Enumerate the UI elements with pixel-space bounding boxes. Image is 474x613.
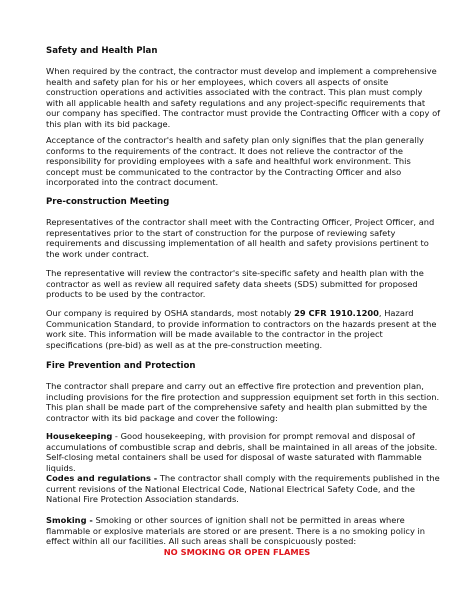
paragraph-housekeeping [46, 431, 441, 473]
paragraph-meeting-representatives: Representatives of the contractor shall meet with the Contracting Officer, Project Officer, and representatives prior to the start of construction for the purpose of reviewing safety requirements and discussing implementation of all health and safety provisions pertinent to the work under contract. [46, 217, 435, 259]
paragraph-osha-standards [46, 308, 441, 350]
heading-safety-health-plan: Safety and Health Plan [46, 46, 158, 56]
osha-text-end: , Hazard Communication Standard, to provide information to contractors on the hazards present at the work site. This information will be made available to the contractor in the project specifications (pre-bid) as well as at the pre-construction meeting. [46, 308, 437, 350]
housekeeping-text: - Good housekeeping, with provision for prompt removal and disposal of accumulations of combustible scrap and debris, shall be maintained in all areas of the jobsite. Self-closing metal containers shall be used for disposal of waste saturated with flammable liquids. [46, 431, 438, 473]
paragraph-codes-regulations [46, 473, 441, 505]
osha-regulation-number: 29 CFR 1910.1200 [294, 308, 379, 318]
paragraph-plan-review: The representative will review the contractor's site-specific safety and health plan with the contractor as well as review all required safety data sheets (SDS) submitted for proposed products to be used by the contractor. [46, 268, 424, 300]
smoking-label: Smoking - [46, 515, 93, 525]
heading-preconstruction-meeting: Pre-construction Meeting [46, 197, 170, 207]
heading-fire-prevention: Fire Prevention and Protection [46, 361, 196, 371]
codes-label: Codes and regulations - [46, 473, 158, 483]
paragraph-smoking [46, 515, 441, 547]
paragraph-fire-plan: The contractor shall prepare and carry out an effective fire protection and prevention plan, including provisions for the fire protection and suppression equipment set forth in this section. This plan shall be made part of the comprehensive safety and health plan submitted by the contractor with its bid package and cover the following: [46, 381, 440, 423]
paragraph-plan-requirements: When required by the contract, the contractor must develop and implement a comprehensive health and safety plan for his or her employees, which covers all aspects of onsite construction operations and activities associated with the contract. This plan must comply with all applicable health and safety regulations and any project-specific requirements that our company has specified. The contractor must provide the Contracting Officer with a copy of this plan with its bid package. [46, 66, 441, 129]
paragraph-plan-acceptance: Acceptance of the contractor's health and safety plan only signifies that the plan generally conforms to the requirements of the contract. It does not relieve the contractor of the responsibility for providing employees with a safe and healthful work environment. This concept must be communicated to the contractor by the Contracting Officer and also incorporated into the contract document. [46, 135, 424, 188]
osha-text-start: Our company is required by OSHA standards, most notably [46, 308, 295, 318]
codes-text: The contractor shall comply with the requirements published in the current revisions of the National Electrical Code, National Electrical Safety Code, and the National Fire Protection Association standards. [46, 473, 440, 505]
housekeeping-label: Housekeeping [46, 431, 113, 441]
smoking-text: Smoking or other sources of ignition shall not be permitted in areas where flammable or explosive materials are stored or are present. There is a no smoking policy in effect within all our facilities. All such areas shall be conspicuously posted: [46, 515, 426, 547]
no-smoking-sign-text: NO SMOKING OR OPEN FLAMES [163, 547, 311, 557]
